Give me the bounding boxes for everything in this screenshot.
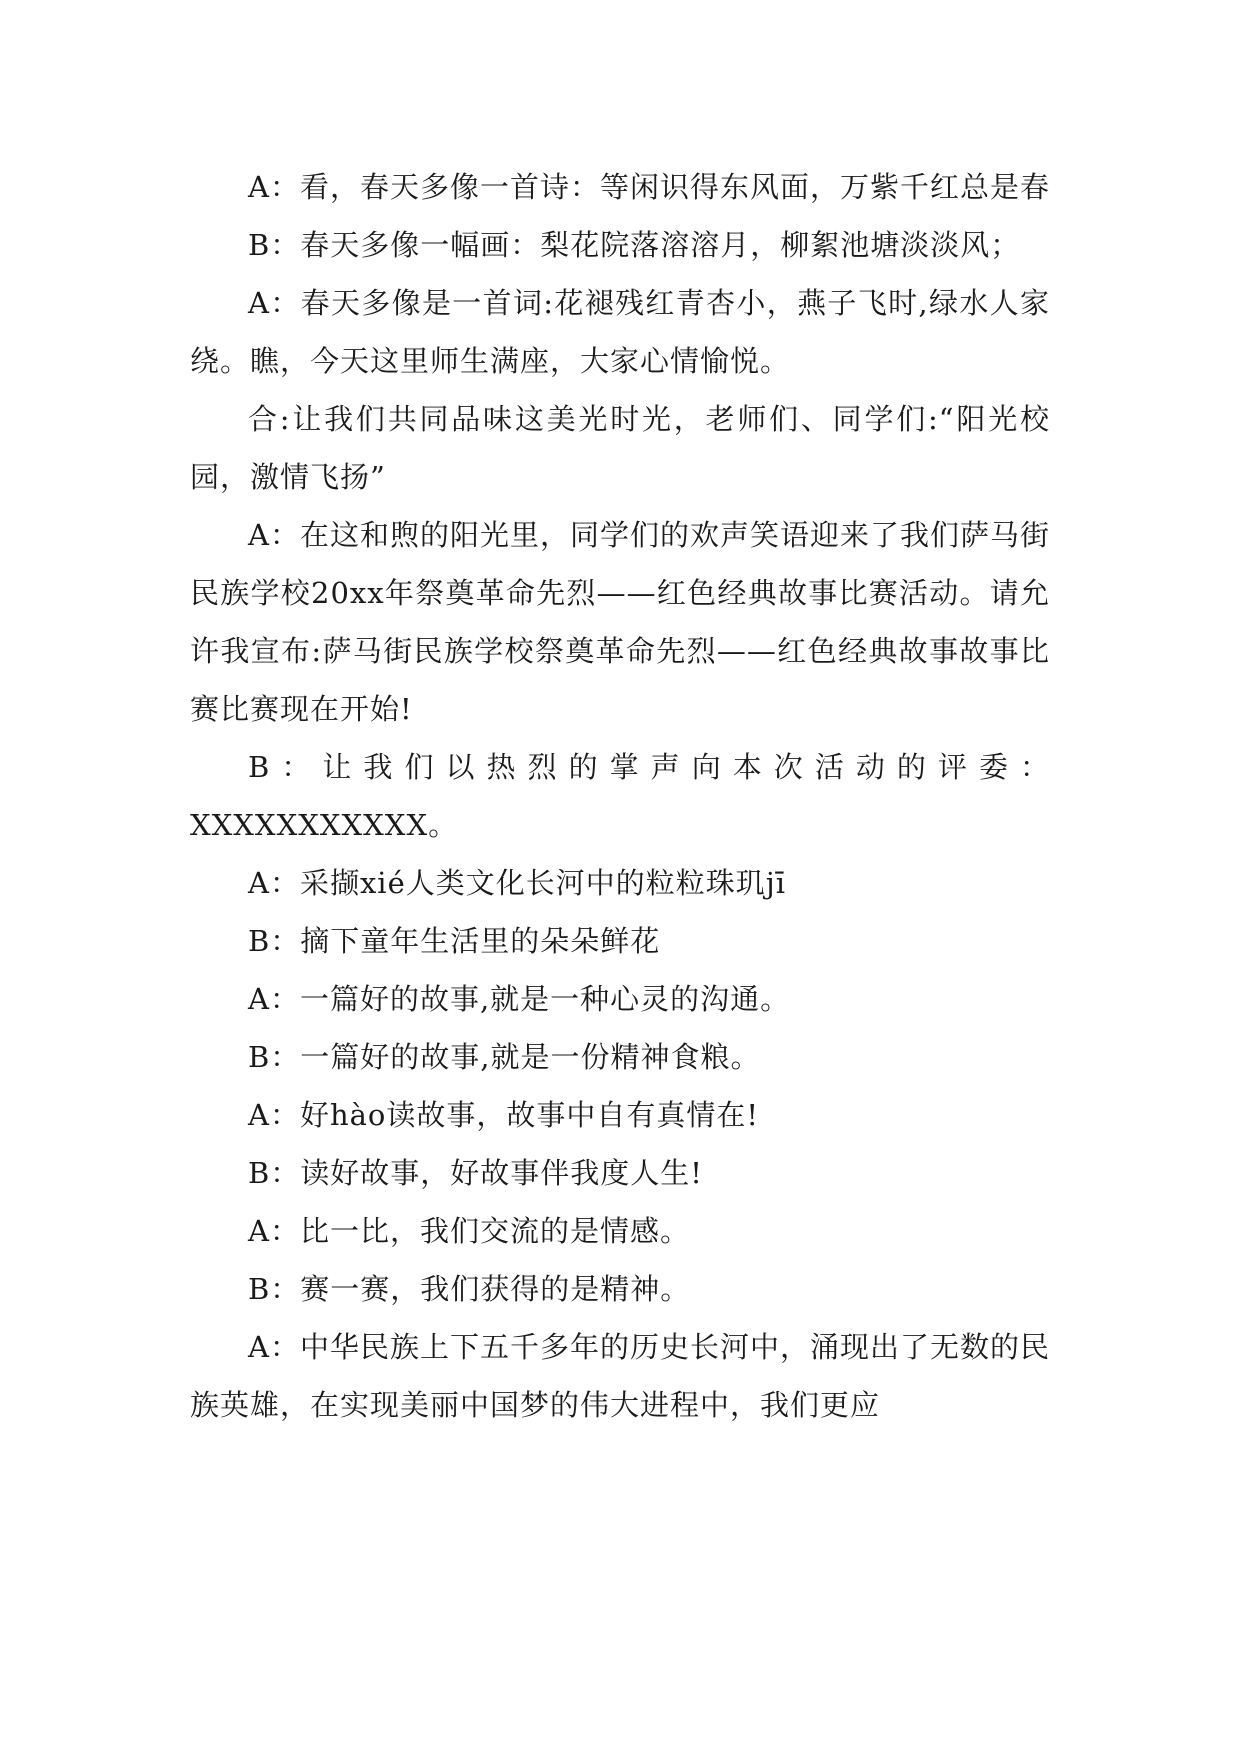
paragraph: A：一篇好的故事,就是一种心灵的沟通。 — [248, 982, 791, 1016]
paragraph: B：读好故事，好故事伴我度人生! — [248, 1156, 703, 1190]
paragraph: B：摘下童年生活里的朵朵鲜花 — [248, 924, 661, 958]
paragraph: A：采撷xié人类文化长河中的粒粒珠玑jī — [248, 866, 787, 900]
paragraph: B：春天多像一幅画：梨花院落溶溶月，柳絮池塘淡淡风； — [248, 228, 1021, 262]
paragraph: A：春天多像是一首词:花褪残红青杏小，燕子飞时,绿水人家绕。瞧，今天这里师生满座，大家心情愉悦。 — [190, 286, 1050, 378]
paragraph: A：比一比，我们交流的是情感。 — [248, 1214, 690, 1248]
paragraph: A：中华民族上下五千多年的历史长河中，涌现出了无数的民族英雄，在实现美丽中国梦的伟大进程中，我们更应 — [190, 1330, 1050, 1422]
document-body — [190, 158, 1050, 1434]
paragraph: A：在这和煦的阳光里，同学们的欢声笑语迎来了我们萨马街民族学校20xx年祭奠革命先烈——红色经典故事比赛活动。请允许我宣布:萨马街民族学校祭奠革命先烈——红色经典故事故事比赛比赛现在开始! — [190, 518, 1050, 726]
paragraph: B：让我们以热烈的掌声向本次活动的评委：XXXXXXXXXXX。 — [190, 750, 1050, 842]
paragraph: A：好hào读故事，故事中自有真情在! — [248, 1098, 760, 1132]
paragraph: B：一篇好的故事,就是一份精神食粮。 — [248, 1040, 761, 1074]
paragraph: B：赛一赛，我们获得的是精神。 — [248, 1272, 691, 1306]
paragraph: 合:让我们共同品味这美光时光，老师们、同学们:“阳光校园，激情飞扬” — [190, 402, 1050, 494]
paragraph: A：看，春天多像一首诗：等闲识得东风面，万紫千红总是春 — [248, 170, 1050, 204]
